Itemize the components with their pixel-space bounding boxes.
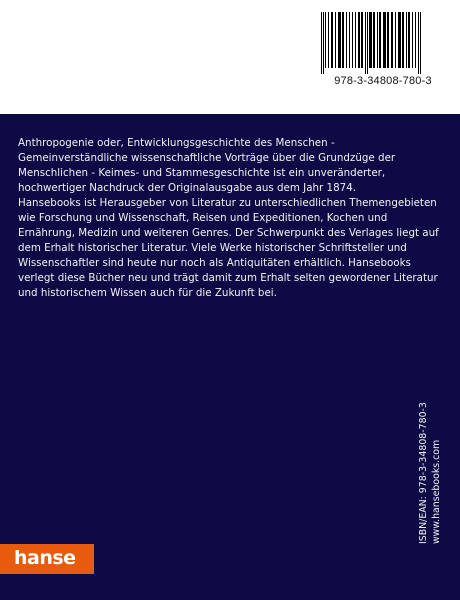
logo-text: hanse (14, 547, 76, 569)
description-paragraph-1: Anthropogenie oder, Entwicklungsgeschichte des Menschen - Gemeinverständliche wissenschaftliche Vorträge über die Grundzüge der Menschlichen - Keimes- und Stammesgeschichte ist ein unveränderter, hochwertiger Nachdruck der Originalausgabe aus dem Jahr 1874. (18, 137, 396, 194)
barcode (315, 8, 451, 104)
description-paragraph-2: Hansebooks ist Herausgeber von Literatur zu unterschiedlichen Themengebieten wie Forschung und Wissenschaft, Reisen und Expeditionen, Kochen und Ernährung, Medizin und weiteren Genres. Der Schwerpunkt des Verlages liegt auf dem Erhalt historischer Literatur. Viele Werke historischer Schriftsteller und Wissenschaftler sind heute nur noch als Antiquitäten erhältlich. Hansebooks verlegt diese Bücher neu und trägt damit zum Erhalt selten gewordener Literatur und historischem Wissen auch für die Zukunft bei. (18, 197, 439, 299)
book-description (18, 136, 446, 301)
isbn-label: ISBN/EAN: 978-3-34808-780-3 (418, 402, 429, 544)
hanse-logo (0, 544, 94, 574)
cover-panel (0, 114, 460, 600)
white-header-area (0, 0, 460, 114)
spine-info (417, 402, 443, 544)
barcode-bars-icon (319, 12, 447, 74)
website-label: www.hansebooks.com (431, 439, 442, 544)
barcode-number: 978-3-34808-780-3 (334, 75, 432, 87)
